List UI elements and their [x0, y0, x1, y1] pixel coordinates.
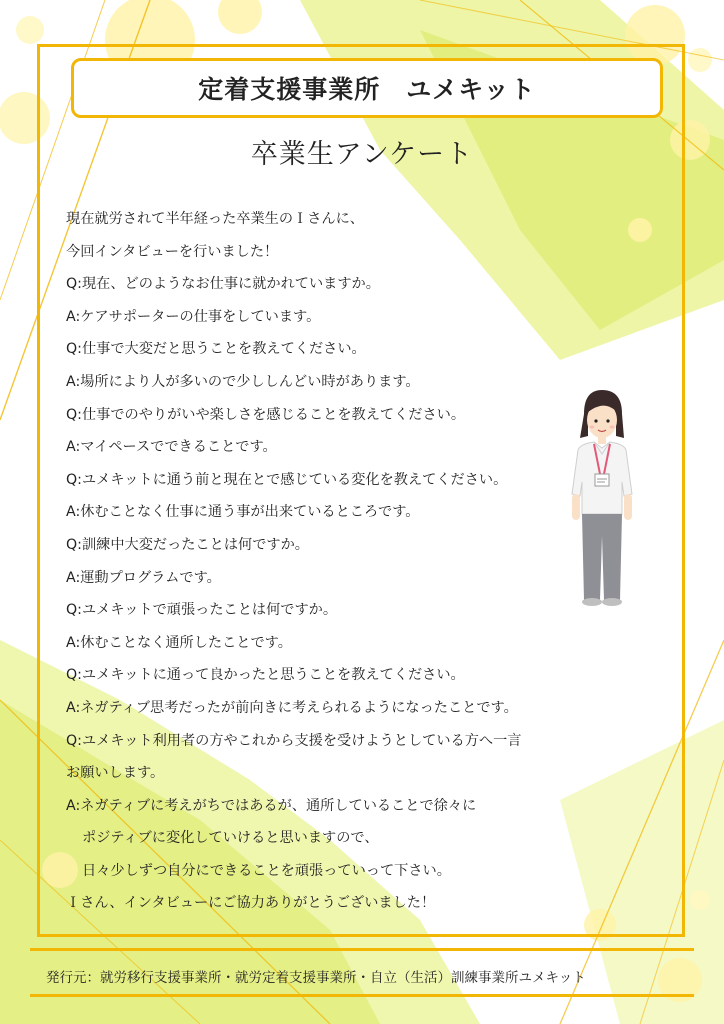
page-title: [71, 58, 663, 118]
footer-divider: [30, 948, 694, 951]
answer-line: A:ネガティブに考えがちではあるが、通所していることで徐々に: [66, 797, 477, 814]
intro-line: 今回インタビューを行いました！: [66, 243, 279, 260]
question-line: Q:ユメキットで頑張ったことは何ですか。: [66, 602, 338, 619]
answer-line: A:ネガティブ思考だったが前向きに考えられるようになったことです。: [66, 699, 518, 716]
question-line: Q:訓練中大変だったことは何ですか。: [66, 536, 309, 553]
answer-line: A:マイペースでできることです。: [66, 439, 277, 456]
question-line: Q:仕事でのやりがいや楽しさを感じることを教えてください。: [66, 406, 466, 423]
question-line: Q:ユメキット利用者の方やこれから支援を受けようとしている方へ一言: [66, 732, 522, 749]
intro-line: 現在就労されて半年経った卒業生のＩさんに、: [66, 211, 364, 227]
answer-line-continued: ポジティブに変化していけると思いますので、: [82, 830, 379, 847]
closing-line: Ｉさん、インタビューにご協力ありがとうございました！: [66, 895, 436, 912]
question-line: Q:現在、どのようなお仕事に就かれていますか。: [66, 276, 380, 293]
answer-line: A:休むことなく通所したことです。: [66, 634, 292, 651]
answer-line: A:ケアサポーターの仕事をしています。: [66, 308, 321, 325]
answer-line: A:運動プログラムです。: [66, 569, 221, 586]
question-line: Q:仕事で大変だと思うことを教えてください。: [66, 341, 366, 358]
question-line-continued: お願いします。: [66, 765, 165, 782]
answer-line-continued: 日々少しずつ自分にできることを頑張っていって下さい。: [82, 862, 451, 879]
question-line: Q:ユメキットに通う前と現在とで感じている変化を教えてください。: [66, 471, 508, 488]
answer-line: A:休むことなく仕事に通う事が出来ているところです。: [66, 504, 420, 521]
page-title-text: 定着支援事業所 ユメキット: [198, 75, 536, 104]
staff-woman-icon: [566, 386, 638, 608]
question-line: Q:ユメキットに通って良かったと思うことを教えてください。: [66, 667, 465, 684]
answer-line: A:場所により人が多いので少ししんどい時があります。: [66, 373, 420, 390]
footer-divider: [30, 994, 694, 997]
interview-body: [66, 203, 566, 920]
publisher-info: 発行元：就労移行支援事業所・就労定着支援事業所・自立（生活）訓練事業所ユメキット: [46, 970, 586, 986]
survey-heading: 卒業生アンケート: [250, 139, 474, 170]
